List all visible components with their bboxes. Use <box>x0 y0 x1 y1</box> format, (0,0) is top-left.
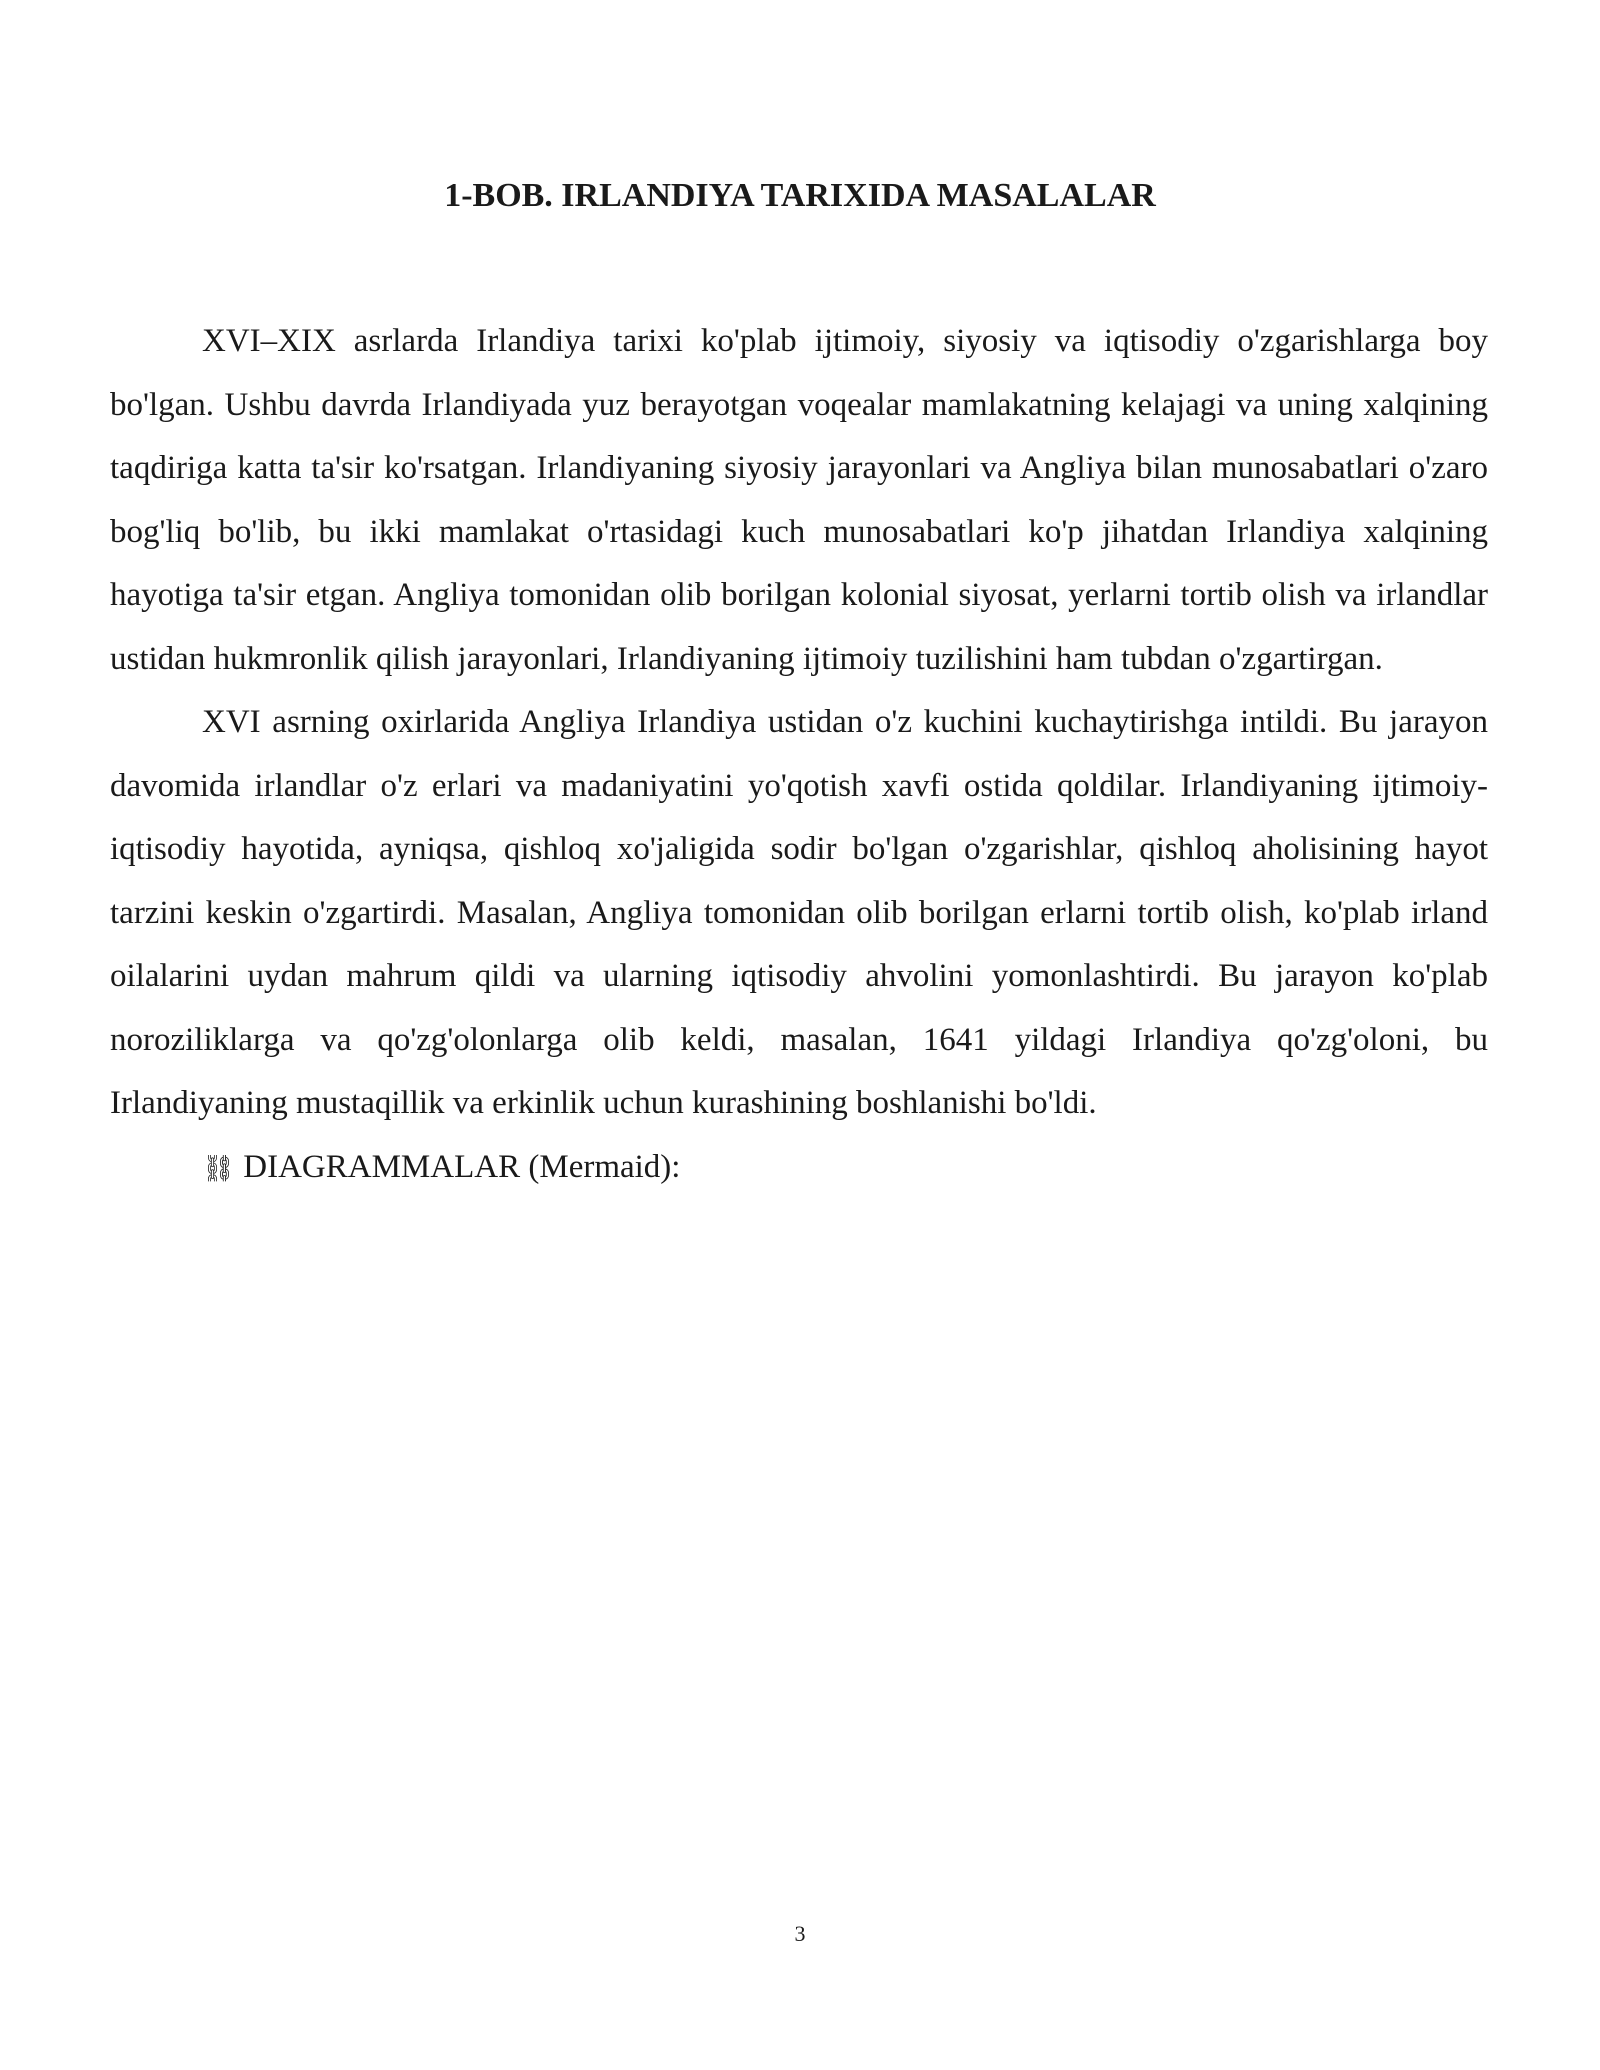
body-text <box>110 310 1488 1201</box>
paragraph-1: XVI–XIX asrlarda Irlandiya tarixi ko'plab ijtimoiy, siyosiy va iqtisodiy o'zgarishlarga boy bo'lgan. Ushbu davrda Irlandiyada yuz berayotgan voqealar mamlakatning kelajagi va uning xalqining taqdiriga katta ta'sir ko'rsatgan. Irlandiyaning siyosiy jarayonlari va Angliya bilan munosabatlari o'zaro bog'liq bo'lib, bu ikki mamlakat o'rtasidagi kuch munosabatlari ko'p jihatdan Irlandiya xalqining hayotiga ta'sir etgan. Angliya tomonidan olib borilgan kolonial siyosat, yerlarni tortib olish va irlandlar ustidan hukmronlik qilish jarayonlari, Irlandiyaning ijtimoiy tuzilishini ham tubdan o'zgartirgan. <box>110 323 1488 677</box>
page-number: 3 <box>794 1921 806 1946</box>
diagram-heading <box>110 1136 1488 1202</box>
chapter-heading: 1-BOB. IRLANDIYA TARIXIDA MASALALAR <box>444 177 1156 214</box>
chain-link-icon: ⛓ <box>202 1153 236 1184</box>
diagram-label: DIAGRAMMALAR (Mermaid): <box>243 1148 681 1185</box>
paragraph-2: XVI asrning oxirlarida Angliya Irlandiya ustidan o'z kuchini kuchaytirishga intildi. Bu jarayon davomida irlandlar o'z erlari va madaniyatini yo'qotish xavfi ostida qoldilar. Irlandiyaning ijtimoiy-iqtisodiy hayotida, ayniqsa, qishloq xo'jaligida sodir bo'lgan o'zgarishlar, qishloq aholisining hayot tarzini keskin o'zgartirdi. Masalan, Angliya tomonidan olib borilgan erlarni tortib olish, ko'plab irland oilalarini uydan mahrum qildi va ularning iqtisodiy ahvolini yomonlashtirdi. Bu jarayon ko'plab noroziliklarga va qo'zg'olonlarga olib keldi, masalan, 1641 yildagi Irlandiya qo'zg'oloni, bu Irlandiyaning mustaqillik va erkinlik uchun kurashining boshlanishi bo'ldi. <box>110 704 1488 1121</box>
